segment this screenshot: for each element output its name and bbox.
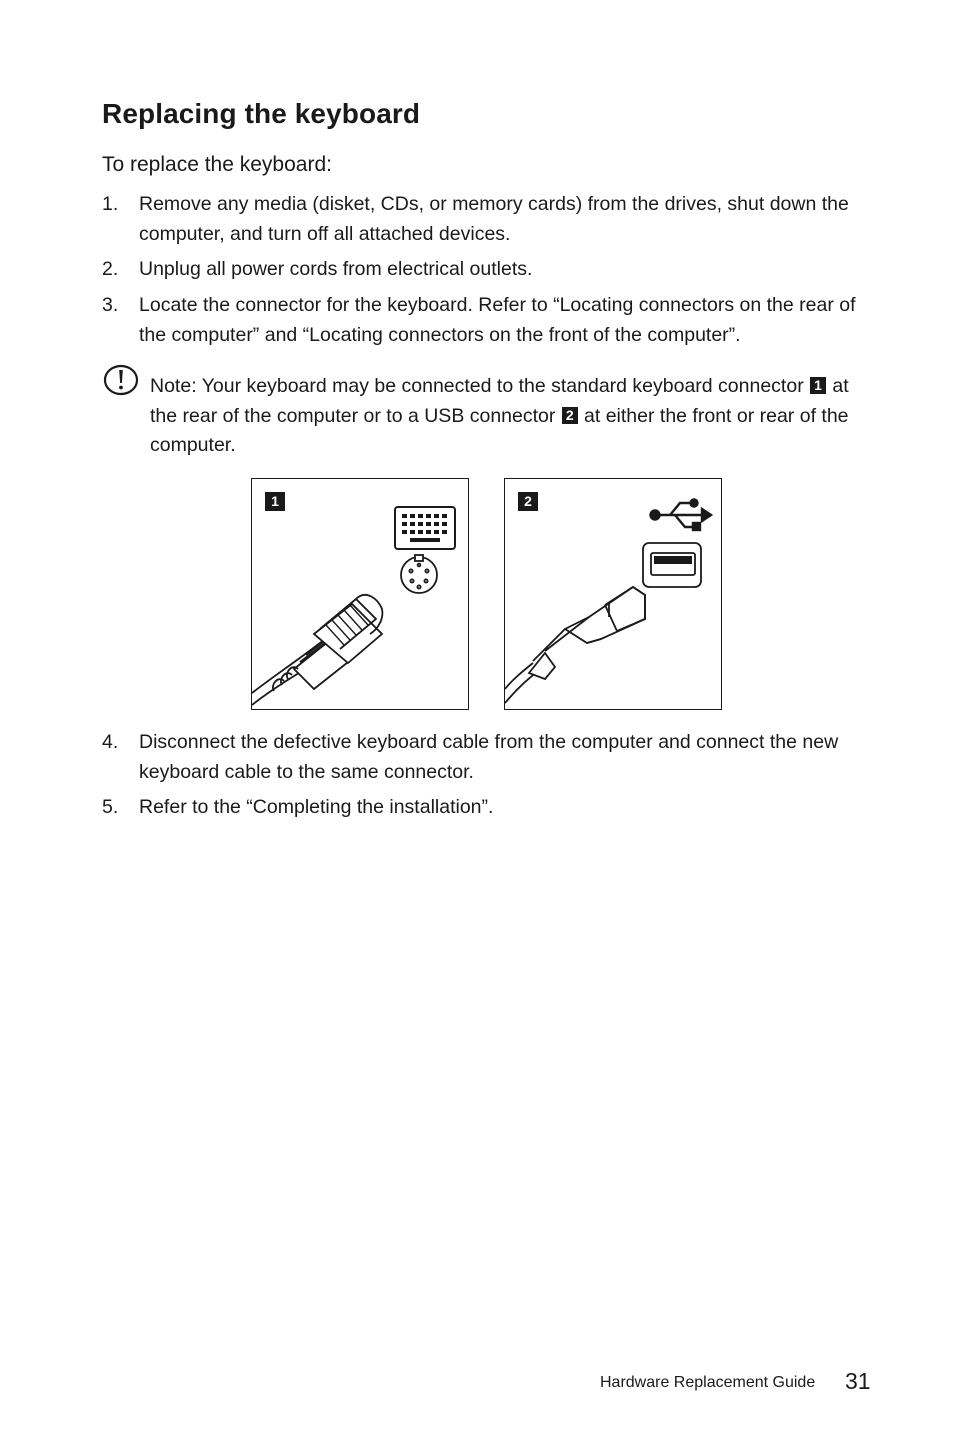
footer-guide-title: Hardware Replacement Guide [600, 1374, 816, 1391]
ps2-port-icon [401, 555, 437, 593]
note-text: Your keyboard may be connected to the standard keyboard connector [201, 375, 804, 397]
note-label: Note: [150, 375, 197, 397]
note-text: at either the front or rear of the computer. [150, 404, 849, 456]
list-item [102, 728, 882, 787]
step-text: Locate the connector for the keyboard. Refer to “Locating connectors on the rear of the computer” and “Locating connectors on the front of the computer”. [139, 294, 856, 346]
step-number: 5. [102, 796, 119, 818]
callout-badge-1: 1 [810, 377, 826, 394]
step-text: Disconnect the defective keyboard cable from the computer and connect the new keyboard cable to the same connector. [139, 731, 839, 783]
figure-badge-2: 2 [518, 492, 538, 511]
usb-port-icon [643, 543, 701, 587]
step-number: 3. [102, 294, 119, 316]
keyboard-connector-figure [251, 478, 469, 710]
usb-icon [651, 500, 712, 531]
page-number: 31 [845, 1368, 871, 1394]
step-text: Refer to the “Completing the installation”. [139, 796, 494, 818]
usb-connector-figure [504, 478, 722, 710]
step-text: Unplug all power cords from electrical outlets. [139, 258, 533, 280]
page-title: Replacing the keyboard [102, 98, 421, 129]
ps2-plug-icon [252, 595, 382, 705]
note-block [150, 372, 880, 461]
step-text: Remove any media (disket, CDs, or memory cards) from the drives, shut down the computer, and turn off all attached devices. [139, 193, 849, 245]
list-item [102, 793, 882, 823]
step-number: 1. [102, 193, 119, 215]
list-item [102, 291, 882, 350]
section-subtitle: To replace the keyboard: [102, 153, 332, 176]
keyboard-icon [395, 507, 455, 549]
step-number: 4. [102, 731, 119, 753]
attention-icon [103, 364, 139, 396]
callout-badge-2: 2 [562, 407, 578, 424]
figure-badge-1: 1 [265, 492, 285, 511]
list-item [102, 190, 882, 249]
usb-plug-icon [505, 587, 645, 703]
step-number: 2. [102, 258, 119, 280]
note-text: at the rear of the computer or to a USB connector [150, 375, 849, 427]
list-item [102, 255, 882, 285]
